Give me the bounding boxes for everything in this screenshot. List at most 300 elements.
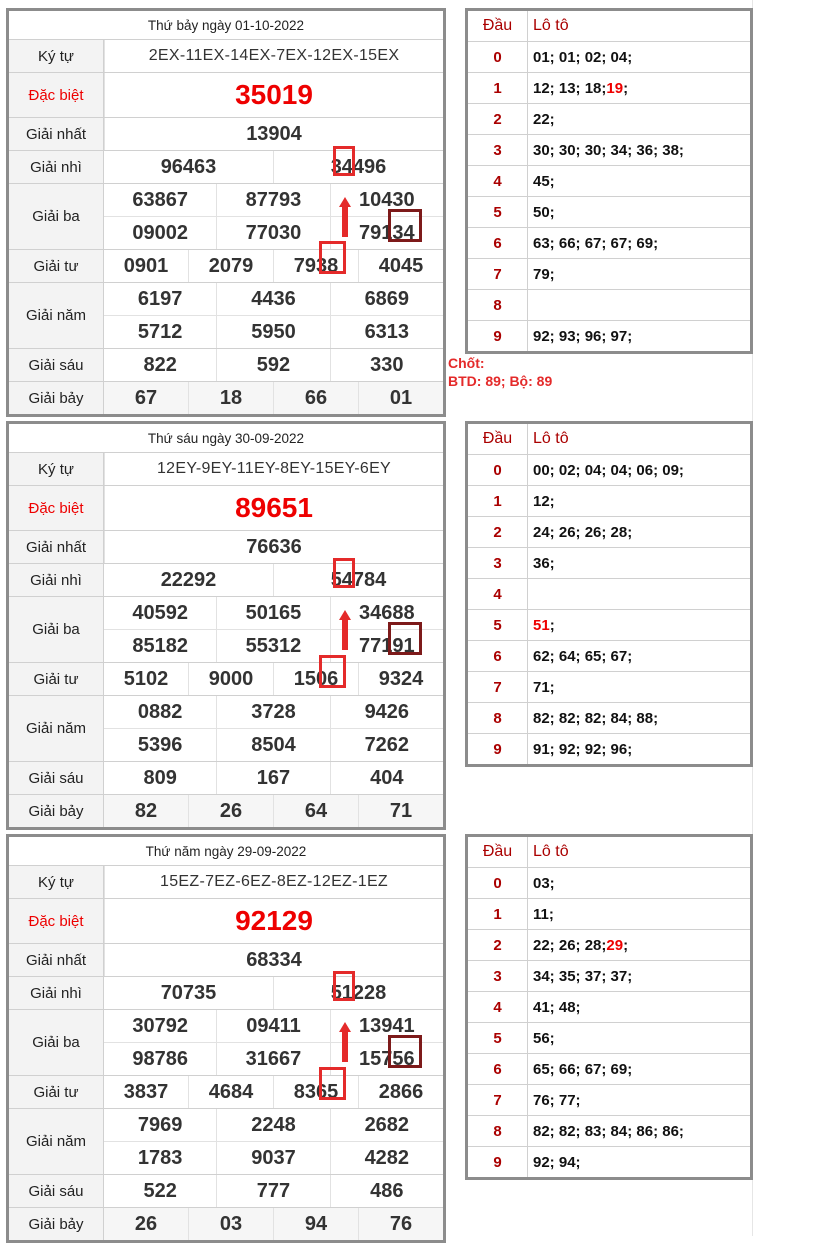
loto-row <box>468 196 750 227</box>
fourth-prize-number: 0901 <box>123 254 169 277</box>
loto-text: 34; 35; 37; 37; <box>533 967 633 985</box>
result-line <box>104 382 443 414</box>
result-row <box>9 530 443 563</box>
loto-row <box>468 640 750 671</box>
loto-row <box>468 320 750 351</box>
third-prize-number: 34688 <box>330 597 443 629</box>
fourth-prize-number: 9324 <box>358 663 443 695</box>
loto-header-dau: Đầu <box>468 837 528 867</box>
second-prize-number: 96463 <box>160 155 217 178</box>
results-table <box>6 421 446 830</box>
second-prize-cells <box>104 977 443 1009</box>
result-row <box>9 596 443 662</box>
loto-text: 65; 66; 67; 69; <box>533 1060 633 1078</box>
kytu-codes: 15EZ-7EZ-6EZ-8EZ-12EZ-1EZ <box>104 866 443 898</box>
third-prize-number: 30792 <box>132 1014 188 1037</box>
loto-head-digit: 2 <box>468 930 528 960</box>
loto-row <box>468 103 750 134</box>
loto-values <box>528 166 750 196</box>
result-line <box>104 564 443 596</box>
third-prize-number: 15756 <box>330 1043 443 1075</box>
prediction-value: BTD: 89; Bộ: 89 <box>448 373 553 389</box>
prediction-note <box>448 354 552 390</box>
fourth-prize-number: 4684 <box>188 1076 273 1108</box>
third-prize-cells <box>104 597 443 662</box>
label-sixth-prize: Giải sáu <box>9 1175 104 1207</box>
third-prize-number: 13941 <box>330 1010 443 1042</box>
fifth-prize-cells <box>104 1109 443 1174</box>
loto-row <box>468 1022 750 1053</box>
third-prize-number: 40592 <box>132 601 188 624</box>
loto-values <box>528 641 750 671</box>
loto-row <box>468 1084 750 1115</box>
results-table <box>6 8 446 417</box>
special-prize-number: 92129 <box>104 899 443 943</box>
second-prize-number: 70735 <box>160 981 217 1004</box>
loto-highlight-number: 29 <box>606 936 624 954</box>
seventh-prize-cells <box>104 795 443 827</box>
result-row <box>9 1207 443 1240</box>
fifth-prize-number: 7262 <box>330 729 443 761</box>
draw-block <box>0 826 760 1235</box>
loto-head-digit: 6 <box>468 228 528 258</box>
label-special-prize: Đặc biệt <box>9 899 104 943</box>
third-prize-number: 77191 <box>330 630 443 662</box>
fifth-prize-cells <box>104 696 443 761</box>
result-line <box>104 728 443 761</box>
loto-text: 22; <box>533 110 555 128</box>
fifth-prize-number: 9426 <box>330 696 443 728</box>
result-row <box>9 865 443 898</box>
fourth-prize-cells <box>104 1076 443 1108</box>
sixth-prize-number: 822 <box>143 353 177 376</box>
loto-values <box>528 1054 750 1084</box>
table-title-row <box>9 11 443 39</box>
loto-values <box>528 899 750 929</box>
loto-row <box>468 516 750 547</box>
loto-values <box>528 197 750 227</box>
fifth-prize-number: 5950 <box>216 316 329 348</box>
label-first-prize: Giải nhất <box>9 944 104 976</box>
loto-text: 62; 64; 65; 67; <box>533 647 633 665</box>
result-row <box>9 943 443 976</box>
result-row <box>9 794 443 827</box>
loto-text: 30; 30; 30; 34; 36; 38; <box>533 141 684 159</box>
loto-head-digit: 1 <box>468 899 528 929</box>
loto-row <box>468 454 750 485</box>
loto-values <box>528 73 750 103</box>
draw-date-title: Thứ bảy ngày 01-10-2022 <box>147 17 305 33</box>
loto-table <box>465 421 753 767</box>
loto-text: 00; 02; 04; 04; 06; 09; <box>533 461 684 479</box>
result-row <box>9 563 443 596</box>
loto-head-digit: 4 <box>468 992 528 1022</box>
fifth-prize-number: 5396 <box>137 733 183 756</box>
table-title-row <box>9 424 443 452</box>
loto-head-digit: 7 <box>468 259 528 289</box>
fifth-prize-number: 7969 <box>137 1113 183 1136</box>
first-prize-number: 76636 <box>104 531 443 563</box>
result-row <box>9 761 443 794</box>
loto-head-digit: 4 <box>468 579 528 609</box>
sixth-prize-number: 777 <box>216 1175 329 1207</box>
loto-row <box>468 258 750 289</box>
third-prize-number: 10430 <box>330 184 443 216</box>
result-line <box>104 250 443 282</box>
loto-head-digit: 8 <box>468 703 528 733</box>
result-line <box>104 597 443 629</box>
second-prize-number: 54784 <box>273 564 443 596</box>
result-row <box>9 898 443 943</box>
draw-date-title: Thứ năm ngày 29-09-2022 <box>145 843 307 859</box>
sixth-prize-number: 522 <box>143 1179 177 1202</box>
special-prize-number: 89651 <box>104 486 443 530</box>
result-line <box>104 1109 443 1141</box>
loto-head-digit: 6 <box>468 1054 528 1084</box>
loto-header-loto: Lô tô <box>533 17 569 34</box>
loto-values <box>528 672 750 702</box>
label-fourth-prize: Giải tư <box>9 663 104 695</box>
label-third-prize: Giải ba <box>9 184 104 249</box>
result-line <box>104 1208 443 1240</box>
fifth-prize-cells <box>104 283 443 348</box>
loto-values <box>528 1085 750 1115</box>
loto-highlight-number: 19 <box>606 79 624 97</box>
second-prize-number: 22292 <box>160 568 217 591</box>
fifth-prize-number: 0882 <box>137 700 183 723</box>
first-prize-number: 13904 <box>104 118 443 150</box>
label-seventh-prize: Giải bảy <box>9 382 104 414</box>
loto-head-digit: 5 <box>468 610 528 640</box>
fifth-prize-number: 9037 <box>216 1142 329 1174</box>
label-second-prize: Giải nhì <box>9 564 104 596</box>
loto-values <box>528 1023 750 1053</box>
loto-row <box>468 671 750 702</box>
sixth-prize-number: 167 <box>216 762 329 794</box>
result-line <box>104 1042 443 1075</box>
label-fifth-prize: Giải năm <box>9 283 104 348</box>
loto-text: 11; <box>533 905 554 923</box>
loto-head-digit: 2 <box>468 104 528 134</box>
label-third-prize: Giải ba <box>9 597 104 662</box>
loto-values <box>528 290 750 320</box>
table-title-row <box>9 837 443 865</box>
result-line <box>104 696 443 728</box>
loto-head-digit: 3 <box>468 135 528 165</box>
third-prize-number: 79134 <box>330 217 443 249</box>
result-line <box>104 663 443 695</box>
third-prize-number: 31667 <box>216 1043 329 1075</box>
result-row <box>9 348 443 381</box>
loto-header-loto: Lô tô <box>533 430 569 447</box>
loto-highlight-number: 51 <box>533 616 550 634</box>
seventh-prize-number: 71 <box>358 795 443 827</box>
loto-text: 71; <box>533 678 555 696</box>
label-first-prize: Giải nhất <box>9 531 104 563</box>
loto-row <box>468 165 750 196</box>
loto-text: 41; 48; <box>533 998 581 1016</box>
result-line <box>104 977 443 1009</box>
loto-head-digit: 5 <box>468 197 528 227</box>
loto-row <box>468 1146 750 1177</box>
loto-values <box>528 228 750 258</box>
result-line <box>104 629 443 662</box>
loto-row <box>468 1115 750 1146</box>
loto-values <box>528 321 750 351</box>
seventh-prize-cells <box>104 382 443 414</box>
result-row <box>9 1108 443 1174</box>
result-line <box>104 1076 443 1108</box>
fourth-prize-number: 8365 <box>273 1076 358 1108</box>
loto-head-digit: 6 <box>468 641 528 671</box>
sixth-prize-number: 486 <box>330 1175 443 1207</box>
loto-row <box>468 867 750 898</box>
loto-text: 92; 94; <box>533 1153 581 1171</box>
fifth-prize-number: 1783 <box>137 1146 183 1169</box>
loto-header-loto: Lô tô <box>533 843 569 860</box>
loto-values <box>528 703 750 733</box>
result-line <box>104 216 443 249</box>
third-prize-number: 55312 <box>216 630 329 662</box>
fourth-prize-number: 4045 <box>358 250 443 282</box>
result-row <box>9 183 443 249</box>
loto-head-digit: 9 <box>468 321 528 351</box>
loto-row <box>468 485 750 516</box>
second-prize-cells <box>104 151 443 183</box>
loto-text: ; <box>623 936 629 954</box>
loto-text: 50; <box>533 203 555 221</box>
label-fourth-prize: Giải tư <box>9 1076 104 1108</box>
third-prize-number: 85182 <box>132 634 188 657</box>
loto-text: 03; <box>533 874 555 892</box>
draw-date-title: Thứ sáu ngày 30-09-2022 <box>147 430 305 446</box>
result-row <box>9 1075 443 1108</box>
loto-head-digit: 0 <box>468 868 528 898</box>
loto-row <box>468 1053 750 1084</box>
first-prize-number: 68334 <box>104 944 443 976</box>
result-row <box>9 976 443 1009</box>
loto-header-dau: Đầu <box>468 424 528 454</box>
label-first-prize: Giải nhất <box>9 118 104 150</box>
result-row <box>9 381 443 414</box>
loto-row <box>468 41 750 72</box>
result-row <box>9 695 443 761</box>
sixth-prize-cells <box>104 349 443 381</box>
loto-row <box>468 289 750 320</box>
loto-text: ; <box>549 616 555 634</box>
fifth-prize-number: 2248 <box>216 1109 329 1141</box>
result-row <box>9 72 443 117</box>
loto-text: ; <box>623 79 629 97</box>
loto-head-digit: 0 <box>468 455 528 485</box>
label-kytu: Ký tự <box>9 453 104 485</box>
seventh-prize-number: 82 <box>104 795 188 827</box>
loto-text: 82; 82; 82; 84; 88; <box>533 709 659 727</box>
second-prize-number: 34496 <box>273 151 443 183</box>
loto-values <box>528 961 750 991</box>
loto-values <box>528 455 750 485</box>
draw-block <box>0 0 760 409</box>
seventh-prize-cells <box>104 1208 443 1240</box>
third-prize-number: 98786 <box>132 1047 188 1070</box>
loto-row <box>468 134 750 165</box>
loto-row <box>468 991 750 1022</box>
fourth-prize-number: 9000 <box>188 663 273 695</box>
loto-text: 45; <box>533 172 555 190</box>
label-kytu: Ký tự <box>9 866 104 898</box>
label-sixth-prize: Giải sáu <box>9 349 104 381</box>
fifth-prize-number: 2682 <box>330 1109 443 1141</box>
seventh-prize-number: 26 <box>188 795 273 827</box>
loto-text: 22; 26; 28; <box>533 936 607 954</box>
loto-text: 01; 01; 02; 04; <box>533 48 633 66</box>
label-seventh-prize: Giải bảy <box>9 795 104 827</box>
sixth-prize-number: 592 <box>216 349 329 381</box>
result-row <box>9 39 443 72</box>
result-row <box>9 662 443 695</box>
result-row <box>9 452 443 485</box>
fourth-prize-number: 2079 <box>188 250 273 282</box>
result-line <box>104 1010 443 1042</box>
loto-head-digit: 0 <box>468 42 528 72</box>
loto-row <box>468 929 750 960</box>
loto-head-digit: 9 <box>468 734 528 764</box>
fifth-prize-number: 6197 <box>137 287 183 310</box>
third-prize-number: 87793 <box>216 184 329 216</box>
second-prize-cells <box>104 564 443 596</box>
result-row <box>9 117 443 150</box>
loto-row <box>468 898 750 929</box>
loto-values <box>528 610 750 640</box>
third-prize-number: 50165 <box>216 597 329 629</box>
fourth-prize-number: 3837 <box>123 1080 169 1103</box>
loto-values <box>528 135 750 165</box>
loto-values <box>528 259 750 289</box>
loto-values <box>528 517 750 547</box>
label-fifth-prize: Giải năm <box>9 1109 104 1174</box>
kytu-codes: 12EY-9EY-11EY-8EY-15EY-6EY <box>104 453 443 485</box>
results-table <box>6 834 446 1243</box>
loto-row <box>468 547 750 578</box>
label-second-prize: Giải nhì <box>9 977 104 1009</box>
loto-text: 82; 82; 83; 84; 86; 86; <box>533 1122 684 1140</box>
loto-row <box>468 72 750 103</box>
result-line <box>104 795 443 827</box>
sixth-prize-cells <box>104 1175 443 1207</box>
loto-header-row <box>468 837 750 867</box>
result-line <box>104 762 443 794</box>
sixth-prize-number: 809 <box>143 766 177 789</box>
sixth-prize-number: 330 <box>330 349 443 381</box>
result-line <box>104 184 443 216</box>
loto-text: 12; 13; 18; <box>533 79 607 97</box>
fifth-prize-number: 6869 <box>330 283 443 315</box>
loto-values <box>528 1116 750 1146</box>
seventh-prize-number: 03 <box>188 1208 273 1240</box>
loto-values <box>528 104 750 134</box>
result-line <box>104 283 443 315</box>
label-special-prize: Đặc biệt <box>9 486 104 530</box>
result-row <box>9 1009 443 1075</box>
kytu-codes: 2EX-11EX-14EX-7EX-12EX-15EX <box>104 40 443 72</box>
loto-head-digit: 5 <box>468 1023 528 1053</box>
loto-values <box>528 1147 750 1177</box>
label-third-prize: Giải ba <box>9 1010 104 1075</box>
loto-values <box>528 42 750 72</box>
seventh-prize-number: 66 <box>273 382 358 414</box>
loto-head-digit: 3 <box>468 548 528 578</box>
label-second-prize: Giải nhì <box>9 151 104 183</box>
sixth-prize-number: 404 <box>330 762 443 794</box>
fourth-prize-number: 2866 <box>358 1076 443 1108</box>
loto-values <box>528 548 750 578</box>
loto-header-dau: Đầu <box>468 11 528 41</box>
result-row <box>9 485 443 530</box>
seventh-prize-number: 26 <box>104 1208 188 1240</box>
loto-head-digit: 7 <box>468 1085 528 1115</box>
fifth-prize-number: 3728 <box>216 696 329 728</box>
loto-text: 56; <box>533 1029 555 1047</box>
seventh-prize-number: 64 <box>273 795 358 827</box>
loto-text: 63; 66; 67; 67; 69; <box>533 234 659 252</box>
fourth-prize-cells <box>104 250 443 282</box>
loto-head-digit: 1 <box>468 486 528 516</box>
loto-values <box>528 868 750 898</box>
loto-text: 36; <box>533 554 555 572</box>
loto-head-digit: 3 <box>468 961 528 991</box>
loto-row <box>468 578 750 609</box>
loto-values <box>528 930 750 960</box>
fifth-prize-number: 5712 <box>137 320 183 343</box>
third-prize-number: 09002 <box>132 221 188 244</box>
result-row <box>9 282 443 348</box>
second-prize-number: 51228 <box>273 977 443 1009</box>
label-fourth-prize: Giải tư <box>9 250 104 282</box>
result-line <box>104 1175 443 1207</box>
label-sixth-prize: Giải sáu <box>9 762 104 794</box>
seventh-prize-number: 18 <box>188 382 273 414</box>
sixth-prize-cells <box>104 762 443 794</box>
result-row <box>9 1174 443 1207</box>
loto-text: 92; 93; 96; 97; <box>533 327 633 345</box>
result-line <box>104 349 443 381</box>
label-seventh-prize: Giải bảy <box>9 1208 104 1240</box>
fifth-prize-number: 4436 <box>216 283 329 315</box>
result-line <box>104 151 443 183</box>
loto-values <box>528 486 750 516</box>
label-kytu: Ký tự <box>9 40 104 72</box>
special-prize-number: 35019 <box>104 73 443 117</box>
loto-values <box>528 734 750 764</box>
loto-values <box>528 579 750 609</box>
seventh-prize-number: 76 <box>358 1208 443 1240</box>
loto-text: 76; 77; <box>533 1091 581 1109</box>
loto-text: 79; <box>533 265 555 283</box>
loto-row <box>468 702 750 733</box>
loto-text: 91; 92; 92; 96; <box>533 740 633 758</box>
loto-values <box>528 992 750 1022</box>
seventh-prize-number: 94 <box>273 1208 358 1240</box>
loto-head-digit: 8 <box>468 290 528 320</box>
third-prize-number: 09411 <box>216 1010 329 1042</box>
loto-head-digit: 7 <box>468 672 528 702</box>
fourth-prize-cells <box>104 663 443 695</box>
third-prize-number: 63867 <box>132 188 188 211</box>
loto-text: 12; <box>533 492 555 510</box>
loto-head-digit: 4 <box>468 166 528 196</box>
result-line <box>104 1141 443 1174</box>
loto-table <box>465 8 753 354</box>
